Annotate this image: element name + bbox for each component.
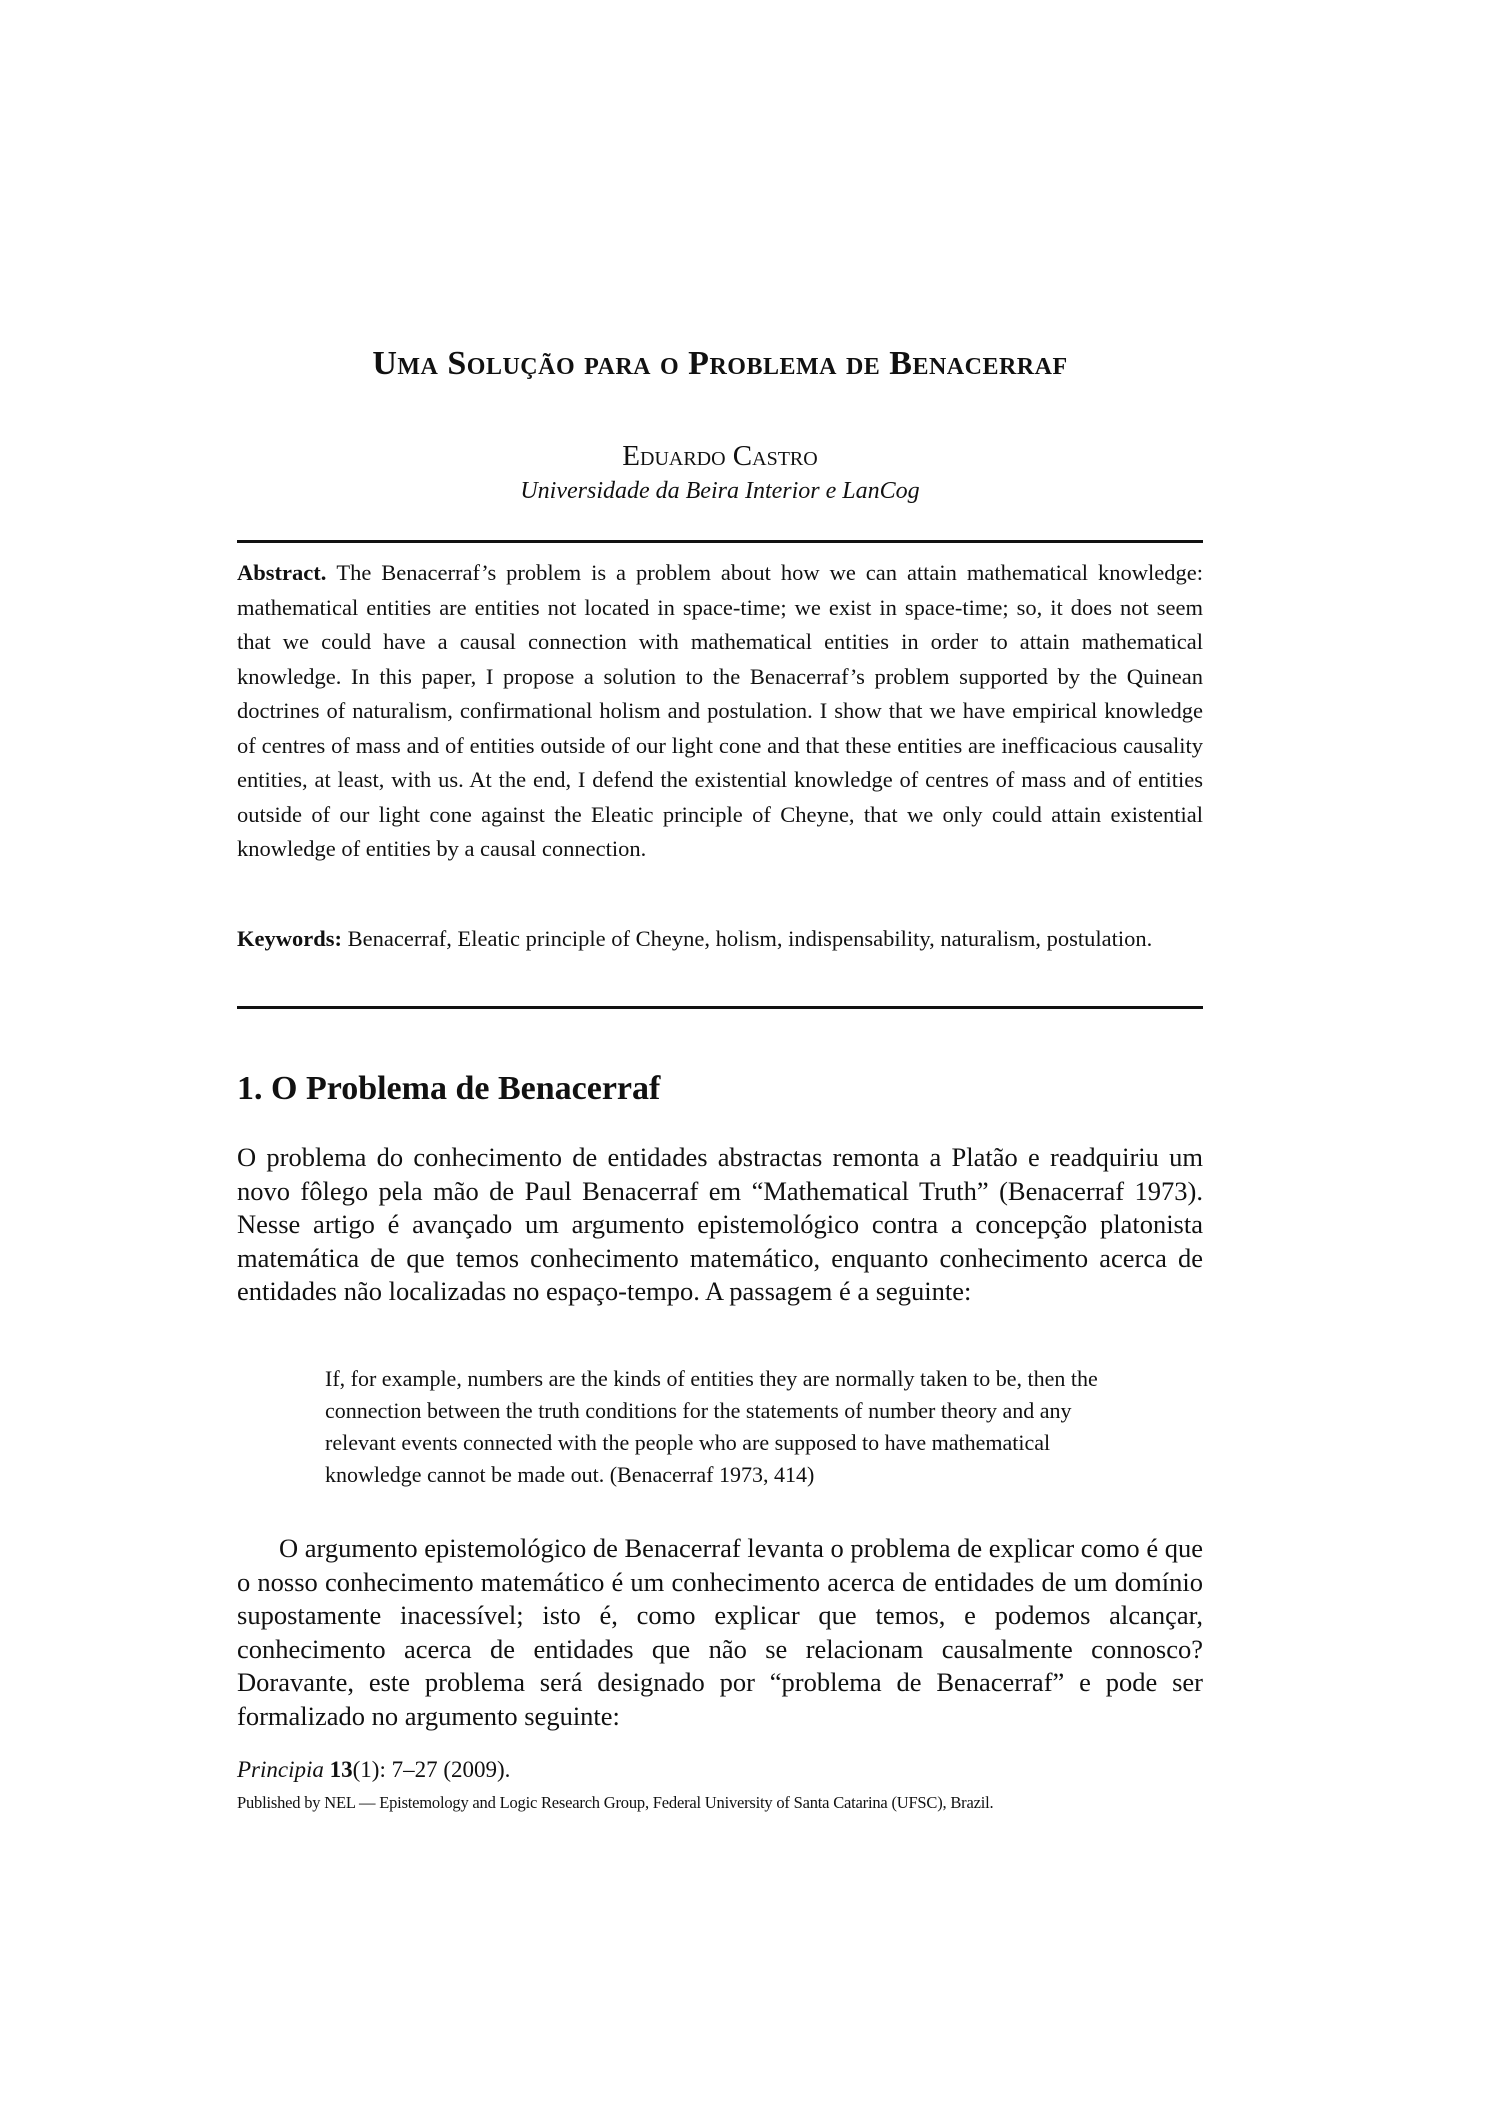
keywords-text: Benacerraf, Eleatic principle of Cheyne, holism, indispensability, naturalism, postulation. [347,926,1153,951]
section-heading: 1. O Problema de Benacerraf [237,1070,661,1107]
abstract-top-rule [237,540,1203,543]
journal-volume: 13 [329,1757,353,1782]
body-paragraph-1: O problema do conhecimento de entidades abstractas remonta a Platão e readquiriu um novo fôlego pela mão de Paul Benacerraf em “Mathematical Truth” (Benacerraf 1973). Nesse artigo é avançado um argumento epistemológico contra a concepção platonista matemática de que temos conhecimento matemático, enquanto conhecimento acerca de entidades não localizadas no espaço-tempo. A passagem é a seguinte: [237,1142,1203,1306]
paper-title: Uma Solução para o Problema de Benacerraf [372,345,1068,382]
keywords [237,922,1203,957]
body-paragraph-2: O argumento epistemológico de Benacerraf levanta o problema de explicar como é que o nosso conhecimento matemático é um conhecimento acerca de entidades de um domínio supostamente inacessível; isto é, como explicar que temos, e podemos alcançar, conhecimento acerca de entidades que não se relacionam causalmente connosco? Doravante, este problema será designado por “problema de Benacerraf” e pode ser formalizado no argumento seguinte: [237,1533,1203,1731]
journal-name: Principia [237,1757,324,1782]
journal-issue-pages: (1): 7–27 (2009). [352,1757,511,1782]
abstract-bottom-rule [237,1006,1203,1009]
publisher-note: Published by NEL — Epistemology and Logic Research Group, Federal University of Santa Catarina (UFSC), Brazil. [237,1793,994,1812]
abstract [237,556,1203,867]
author-affiliation: Universidade da Beira Interior e LanCog [520,478,920,504]
abstract-label: Abstract. [237,560,327,585]
abstract-text: The Benacerraf’s problem is a problem about how we can attain mathematical knowledge: mathematical entities are entities not located in space-time; we exist in space-time; so, it does not seem that we could have a causal connection with mathematical entities in order to attain mathematical knowledge. In this paper, I propose a solution to the Benacerraf’s problem supported by the Quinean doctrines of naturalism, confirmational holism and postulation. I show that we have empirical knowledge of centres of mass and of entities outside of our light cone and that these entities are inefficacious causality entities, at least, with us. At the end, I defend the existential knowledge of centres of mass and of entities outside of our light cone against the Eleatic principle of Cheyne, that we only could attain existential knowledge of entities by a causal connection. [237,560,1203,861]
journal-citation [237,1757,1203,1783]
author-name: Eduardo Castro [622,440,818,472]
block-quote: If, for example, numbers are the kinds of entities they are normally taken to be, then the connection between the truth conditions for the statements of number theory and any relevant events connected with the people who are supposed to have mathematical knowledge cannot be made out. (Benacerraf 1973, 414) [325,1366,1098,1487]
keywords-label: Keywords: [237,926,342,951]
